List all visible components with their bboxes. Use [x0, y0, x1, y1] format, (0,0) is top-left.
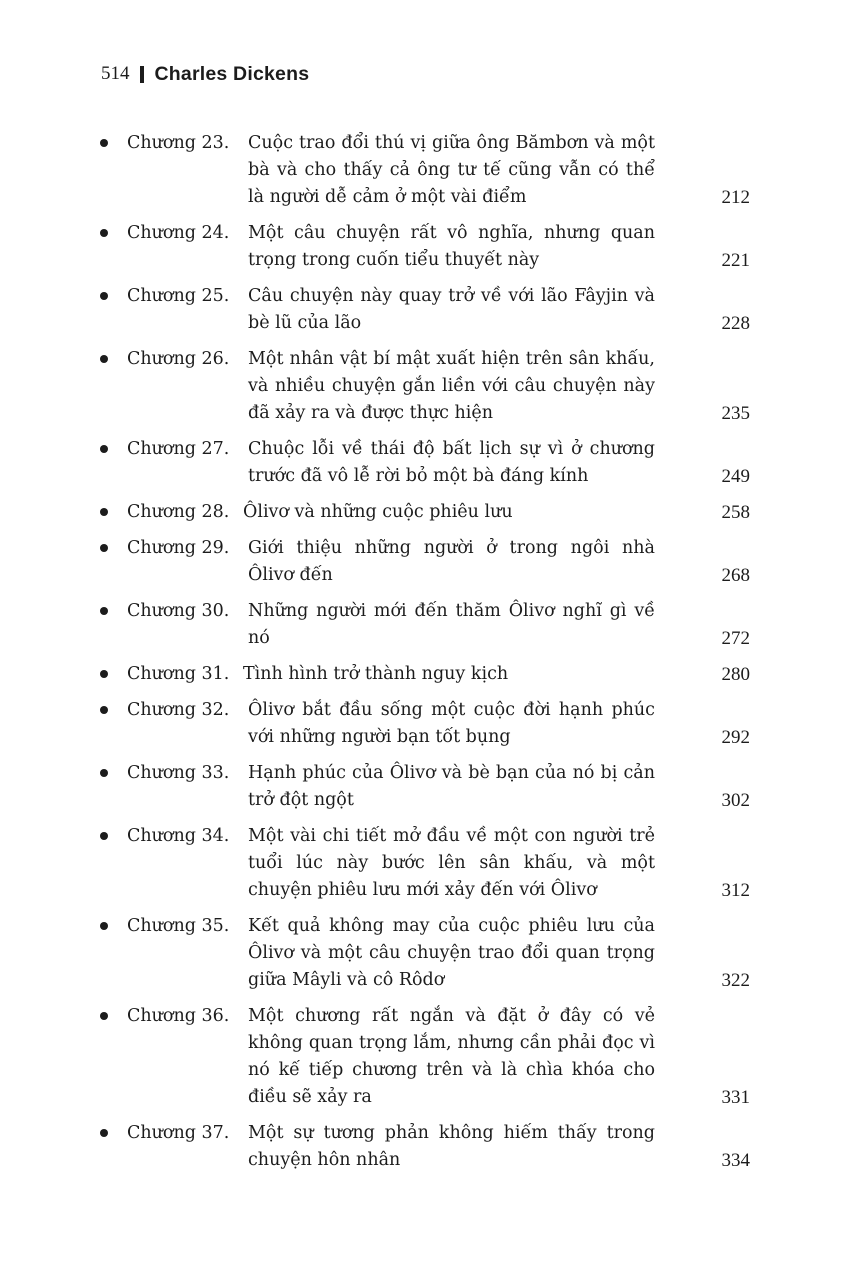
chapter-label: Chương 24. [127, 223, 230, 243]
chapter-title: Một nhân vật bí mật xuất hiện trên sân khấu, và nhiều chuyện gắn liền với câu chuyện này đã xảy ra và được thực hiện [248, 349, 655, 423]
toc-entry [100, 283, 752, 337]
table-of-contents [100, 130, 752, 1183]
chapter-label: Chương 25. [127, 286, 230, 306]
bullet-icon [100, 544, 108, 552]
page-ref: 272 [721, 628, 750, 649]
chapter-label: Chương 34. [127, 826, 230, 846]
chapter-label: Chương 36. [127, 1006, 230, 1026]
page-ref: 331 [721, 1087, 750, 1108]
chapter-title: Những người mới đến thăm Ôlivơ nghĩ gì về nó [248, 601, 655, 648]
toc-entry [100, 823, 752, 904]
bullet-icon [100, 139, 108, 147]
chapter-title: Kết quả không may của cuộc phiêu lưu của Ôlivơ và một câu chuyện trao đổi quan trọng giữa Mâyli và cô Rôdơ [248, 916, 655, 990]
bullet-icon [100, 355, 108, 363]
bullet-icon [100, 670, 108, 678]
author-name: Charles Dickens [154, 62, 310, 85]
page-ref: 292 [721, 727, 750, 748]
chapter-title: Cuộc trao đổi thú vị giữa ông Bămbơn và một bà và cho thấy cả ông tư tế cũng vẫn có thể là người dễ cảm ở một vài điểm [248, 133, 655, 207]
chapter-title: Câu chuyện này quay trở về với lão Fâyjin và bè lũ của lão [248, 286, 655, 333]
toc-entry [100, 220, 752, 274]
toc-entry [100, 499, 752, 526]
page-ref: 249 [721, 466, 750, 487]
chapter-title: Hạnh phúc của Ôlivơ và bè bạn của nó bị cản trở đột ngột [248, 763, 655, 810]
page-ref: 334 [721, 1150, 750, 1171]
chapter-label: Chương 26. [127, 349, 230, 369]
toc-entry [100, 697, 752, 751]
chapter-title: Một vài chi tiết mở đầu về một con người trẻ tuổi lúc này bước lên sân khấu, và một chuyện phiêu lưu mới xảy đến với Ôlivơ [248, 826, 655, 900]
bullet-icon [100, 607, 108, 615]
chapter-title: Giới thiệu những người ở trong ngôi nhà Ôlivơ đến [248, 538, 655, 585]
chapter-title: Một chương rất ngắn và đặt ở đây có vẻ không quan trọng lắm, nhưng cần phải đọc vì nó kế tiếp chương trên và là chìa khóa cho điều sẽ xảy ra [248, 1006, 655, 1107]
toc-entry [100, 130, 752, 211]
toc-entry [100, 346, 752, 427]
chapter-label: Chương 32. [127, 700, 230, 720]
bullet-icon [100, 1012, 108, 1020]
page-ref: 212 [721, 187, 750, 208]
toc-entry [100, 535, 752, 589]
page-ref: 312 [721, 880, 750, 901]
chapter-label: Chương 35. [127, 916, 230, 936]
page-number: 514 [101, 63, 130, 84]
chapter-title: Chuộc lỗi về thái độ bất lịch sự vì ở chương trước đã vô lễ rời bỏ một bà đáng kính [248, 439, 655, 486]
bullet-icon [100, 1129, 108, 1137]
header-divider-bar [140, 66, 144, 83]
toc-entry [100, 598, 752, 652]
bullet-icon [100, 769, 108, 777]
page-ref: 322 [721, 970, 750, 991]
chapter-title: Một câu chuyện rất vô nghĩa, nhưng quan trọng trong cuốn tiểu thuyết này [248, 223, 655, 270]
bullet-icon [100, 922, 108, 930]
page-ref: 258 [721, 502, 750, 523]
toc-entry [100, 760, 752, 814]
bullet-icon [100, 445, 108, 453]
chapter-title: Tình hình trở thành nguy kịch [243, 664, 509, 684]
page-ref: 221 [721, 250, 750, 271]
chapter-label: Chương 30. [127, 601, 230, 621]
page-ref: 228 [721, 313, 750, 334]
bullet-icon [100, 508, 108, 516]
page-ref: 235 [721, 403, 750, 424]
chapter-label: Chương 31. [127, 664, 230, 684]
page-ref: 280 [721, 664, 750, 685]
chapter-label: Chương 33. [127, 763, 230, 783]
chapter-title: Một sự tương phản không hiếm thấy trong chuyện hôn nhân [248, 1123, 655, 1170]
chapter-label: Chương 28. [127, 502, 230, 522]
chapter-label: Chương 37. [127, 1123, 230, 1143]
toc-entry [100, 436, 752, 490]
running-header [101, 60, 309, 88]
page-ref: 302 [721, 790, 750, 811]
chapter-label: Chương 27. [127, 439, 230, 459]
chapter-label: Chương 29. [127, 538, 230, 558]
chapter-title: Ôlivơ bắt đầu sống một cuộc đời hạnh phúc với những người bạn tốt bụng [248, 700, 655, 747]
toc-entry [100, 1120, 752, 1174]
chapter-label: Chương 23. [127, 133, 230, 153]
chapter-title: Ôlivơ và những cuộc phiêu lưu [243, 502, 513, 522]
page-ref: 268 [721, 565, 750, 586]
bullet-icon [100, 292, 108, 300]
bullet-icon [100, 832, 108, 840]
toc-entry [100, 661, 752, 688]
toc-entry [100, 913, 752, 994]
toc-entry [100, 1003, 752, 1111]
bullet-icon [100, 229, 108, 237]
bullet-icon [100, 706, 108, 714]
